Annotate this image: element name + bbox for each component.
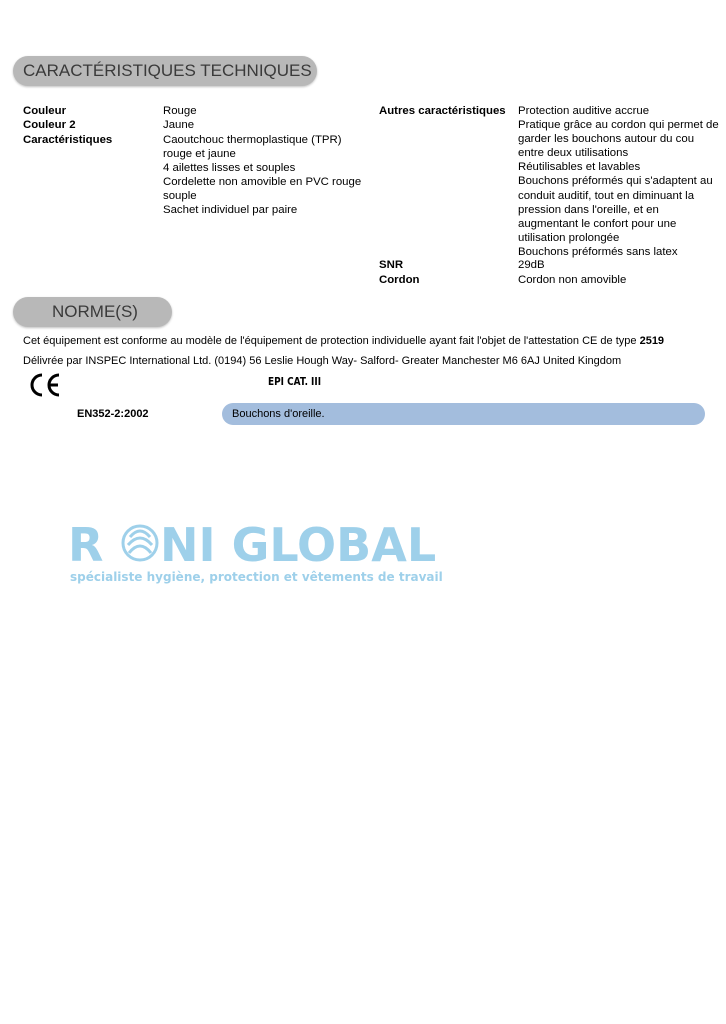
section-heading-tech bbox=[13, 56, 317, 86]
conformity-statement bbox=[23, 334, 664, 348]
spec-value-couleur-2: Jaune bbox=[163, 119, 195, 131]
spec-label-couleur-2: Couleur 2 bbox=[23, 119, 76, 131]
logo-ear-icon bbox=[123, 526, 157, 560]
spec-value-autres: Protection auditive accrue Pratique grâce au cordon qui permet de garder les bouchons autour du cou entre deux utilisations Réutilisables et lavables Bouchons préformés qui s'adaptent au conduit auditif, tout en diminuant la pression dans l'oreille, et en augmentant le confort pour une utilisation prolongée Bouchons préformés sans latex bbox=[518, 105, 719, 258]
spec-label-autres: Autres caractéristiques bbox=[379, 105, 506, 117]
spec-label-couleur: Couleur bbox=[23, 105, 67, 117]
attestation-number: 2519 bbox=[639, 335, 665, 347]
logo-letter-r: R bbox=[68, 518, 104, 572]
spec-value-couleur: Rouge bbox=[163, 105, 197, 117]
section-heading-norms-text: NORME(S) bbox=[52, 302, 138, 321]
section-heading-tech-text: CARACTÉRISTIQUES TECHNIQUES bbox=[23, 61, 312, 80]
conformity-text: Cet équipement est conforme au modèle de l'équipement de protection individuelle ayant fait l'objet de l'attestation CE de type bbox=[23, 335, 640, 347]
logo-tagline: spécialiste hygiène, protection et vêtements de travail bbox=[70, 570, 443, 584]
standard-description: Bouchons d'oreille. bbox=[232, 408, 325, 420]
spec-label-cordon: Cordon bbox=[379, 274, 420, 286]
spec-label-snr: SNR bbox=[379, 259, 404, 271]
roni-global-logo bbox=[66, 515, 526, 590]
section-heading-norms bbox=[13, 297, 172, 327]
ce-mark-icon bbox=[28, 372, 62, 398]
spec-value-snr: 29dB bbox=[518, 259, 545, 271]
spec-value-caracteristiques: Caoutchouc thermoplastique (TPR) rouge et jaune 4 ailettes lisses et souples Cordelette non amovible en PVC rouge souple Sachet individuel par paire bbox=[163, 134, 362, 217]
issuer-statement: Délivrée par INSPEC International Ltd. (0194) 56 Leslie Hough Way- Salford- Greater Manchester M6 6AJ United Kingdom bbox=[23, 355, 622, 367]
standard-description-bar bbox=[222, 403, 705, 425]
spec-label-caracteristiques: Caractéristiques bbox=[23, 134, 113, 146]
spec-value-cordon: Cordon non amovible bbox=[518, 274, 627, 286]
standard-code: EN352-2:2002 bbox=[77, 408, 149, 420]
epi-category: EPI CAT. III bbox=[268, 376, 322, 388]
logo-name-rest: NI GLOBAL bbox=[160, 518, 437, 572]
